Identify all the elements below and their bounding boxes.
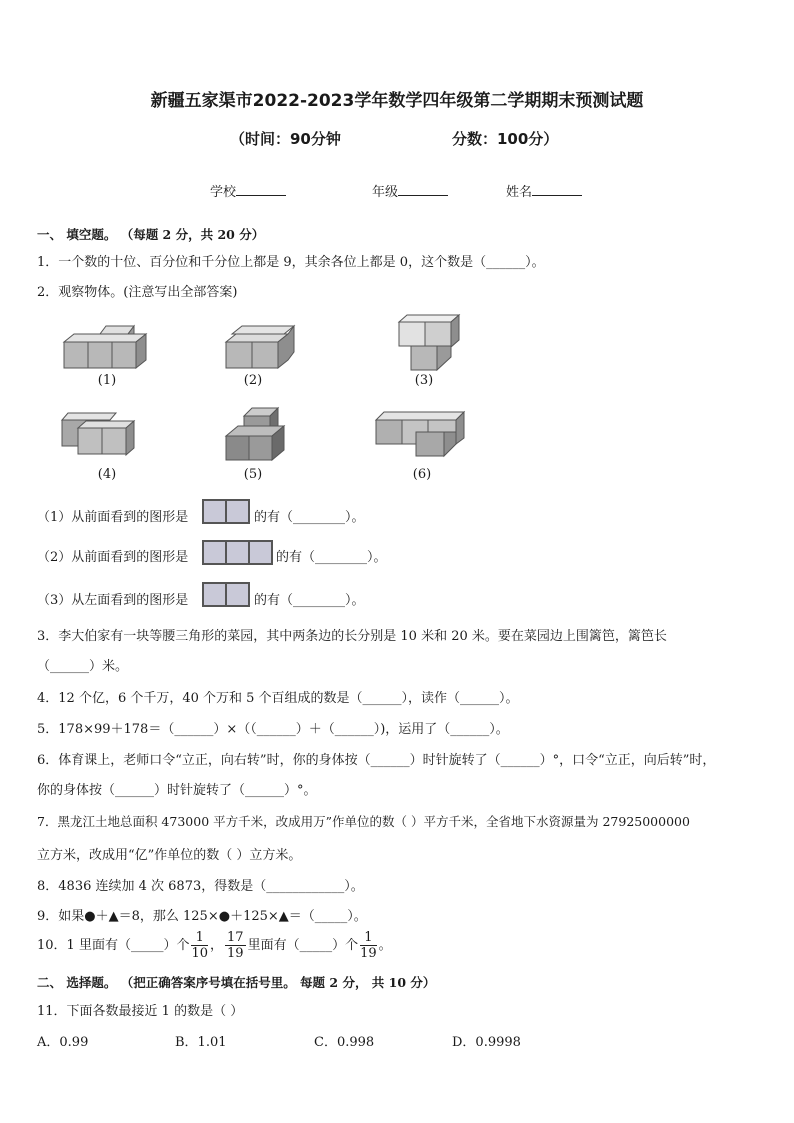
q10-mid: 里面有（_____）个 xyxy=(247,938,359,953)
option-c[interactable]: C．0.998 xyxy=(314,1035,375,1050)
question-5: 5．178×99＋178＝（______）×（（______）＋（______）)，运用了（______）。 xyxy=(37,722,509,737)
question-2-1-suffix: 的有（________）。 xyxy=(254,510,365,525)
question-7-line2: 立方米，改成用“亿”作单位的数（ ）立方米。 xyxy=(37,848,302,863)
grade-field[interactable] xyxy=(372,181,448,200)
option-d[interactable]: D．0.9998 xyxy=(452,1035,521,1050)
question-2-2-prefix: （2）从前面看到的图形是 xyxy=(37,550,189,565)
question-2-2-suffix: 的有（________）。 xyxy=(276,550,387,565)
fraction-1-19: $\frac{1}{19}$ xyxy=(360,930,377,961)
page-title: 新疆五家渠市2022-2023学年数学四年级第二学期期末预测试题 xyxy=(150,91,644,111)
section2-heading: 二、 选择题。 （把正确答案序号填在括号里。 每题 2 分， 共 10 分） xyxy=(37,975,436,990)
grade-label: 年级 xyxy=(372,185,399,200)
question-1: 1．一个数的十位、百分位和千分位上都是 9，其余各位上都是 0，这个数是（______）。 xyxy=(37,255,545,270)
view-shape-two-squares xyxy=(202,499,248,524)
question-10 xyxy=(37,930,392,961)
name-label: 姓名 xyxy=(506,185,533,200)
school-field[interactable] xyxy=(210,181,286,200)
fraction-17-19: $\frac{17}{19}$ xyxy=(227,930,244,961)
school-label: 学校 xyxy=(210,185,237,200)
figure-caption-6: (6) xyxy=(412,467,432,482)
section1-heading: 一、 填空题。 （每题 2 分，共 20 分） xyxy=(37,227,265,242)
question-3-line2: （______）米。 xyxy=(37,659,129,674)
question-3-line1: 3．李大伯家有一块等腰三角形的菜园，其中两条边的长分别是 10 米和 20 米。要在菜园边上围篱笆，篱笆长 xyxy=(37,629,667,644)
fraction-1-10: $\frac{1}{10}$ xyxy=(191,930,208,961)
left-view-shape-two-squares xyxy=(202,582,248,607)
name-field[interactable] xyxy=(506,181,582,200)
question-6-line2: 你的身体按（______）时针旋转了（______）°。 xyxy=(37,783,317,798)
option-b[interactable]: B．1.01 xyxy=(175,1035,227,1050)
q10-end: 。 xyxy=(378,938,392,953)
cube-figure-2 xyxy=(222,322,302,370)
cube-figure-1 xyxy=(60,322,154,370)
figure-caption-3: (3) xyxy=(414,373,434,388)
cube-figure-3 xyxy=(393,312,465,372)
view-shape-three-squares xyxy=(202,540,271,565)
cube-figure-5 xyxy=(222,404,288,462)
question-2-3-suffix: 的有（________）。 xyxy=(254,593,365,608)
question-2-3-prefix: （3）从左面看到的图形是 xyxy=(37,593,189,608)
figure-caption-1: (1) xyxy=(97,373,117,388)
cube-figure-6 xyxy=(372,408,474,458)
figure-caption-4: (4) xyxy=(97,467,117,482)
option-a[interactable]: A．0.99 xyxy=(37,1035,89,1050)
question-2-1-prefix: （1）从前面看到的图形是 xyxy=(37,510,189,525)
question-2: 2．观察物体。(注意写出全部答案) xyxy=(37,285,238,300)
cube-figure-4 xyxy=(58,410,140,458)
question-8: 8．4836 连续加 4 次 6873，得数是（____________）。 xyxy=(37,879,364,894)
question-7-line1: 7．黑龙江土地总面积 473000 平方千米，改成用万”作单位的数（ ）平方千米，全省地下水资源量为 27925000000 xyxy=(37,814,690,829)
figure-caption-5: (5) xyxy=(243,467,263,482)
q10-prefix: 10．1 里面有（_____）个 xyxy=(37,938,190,953)
question-11: 11．下面各数最接近 1 的数是（ ） xyxy=(37,1004,244,1019)
figure-caption-2: (2) xyxy=(243,373,263,388)
q10-separator: ， xyxy=(210,938,224,953)
question-9: 9．如果●＋▲＝8，那么 125×●＋125×▲＝（_____）。 xyxy=(37,909,367,924)
exam-time: （时间：90分钟 xyxy=(230,130,341,148)
question-4: 4．12 个亿，6 个千万，40 个万和 5 个百组成的数是（______），读作（______）。 xyxy=(37,691,519,706)
exam-score: 分数：100分） xyxy=(452,130,559,148)
question-6-line1: 6．体育课上，老师口令“立正，向右转”时，你的身体按（______）时针旋转了（______）°，口令“立正，向后转”时， xyxy=(37,753,716,768)
